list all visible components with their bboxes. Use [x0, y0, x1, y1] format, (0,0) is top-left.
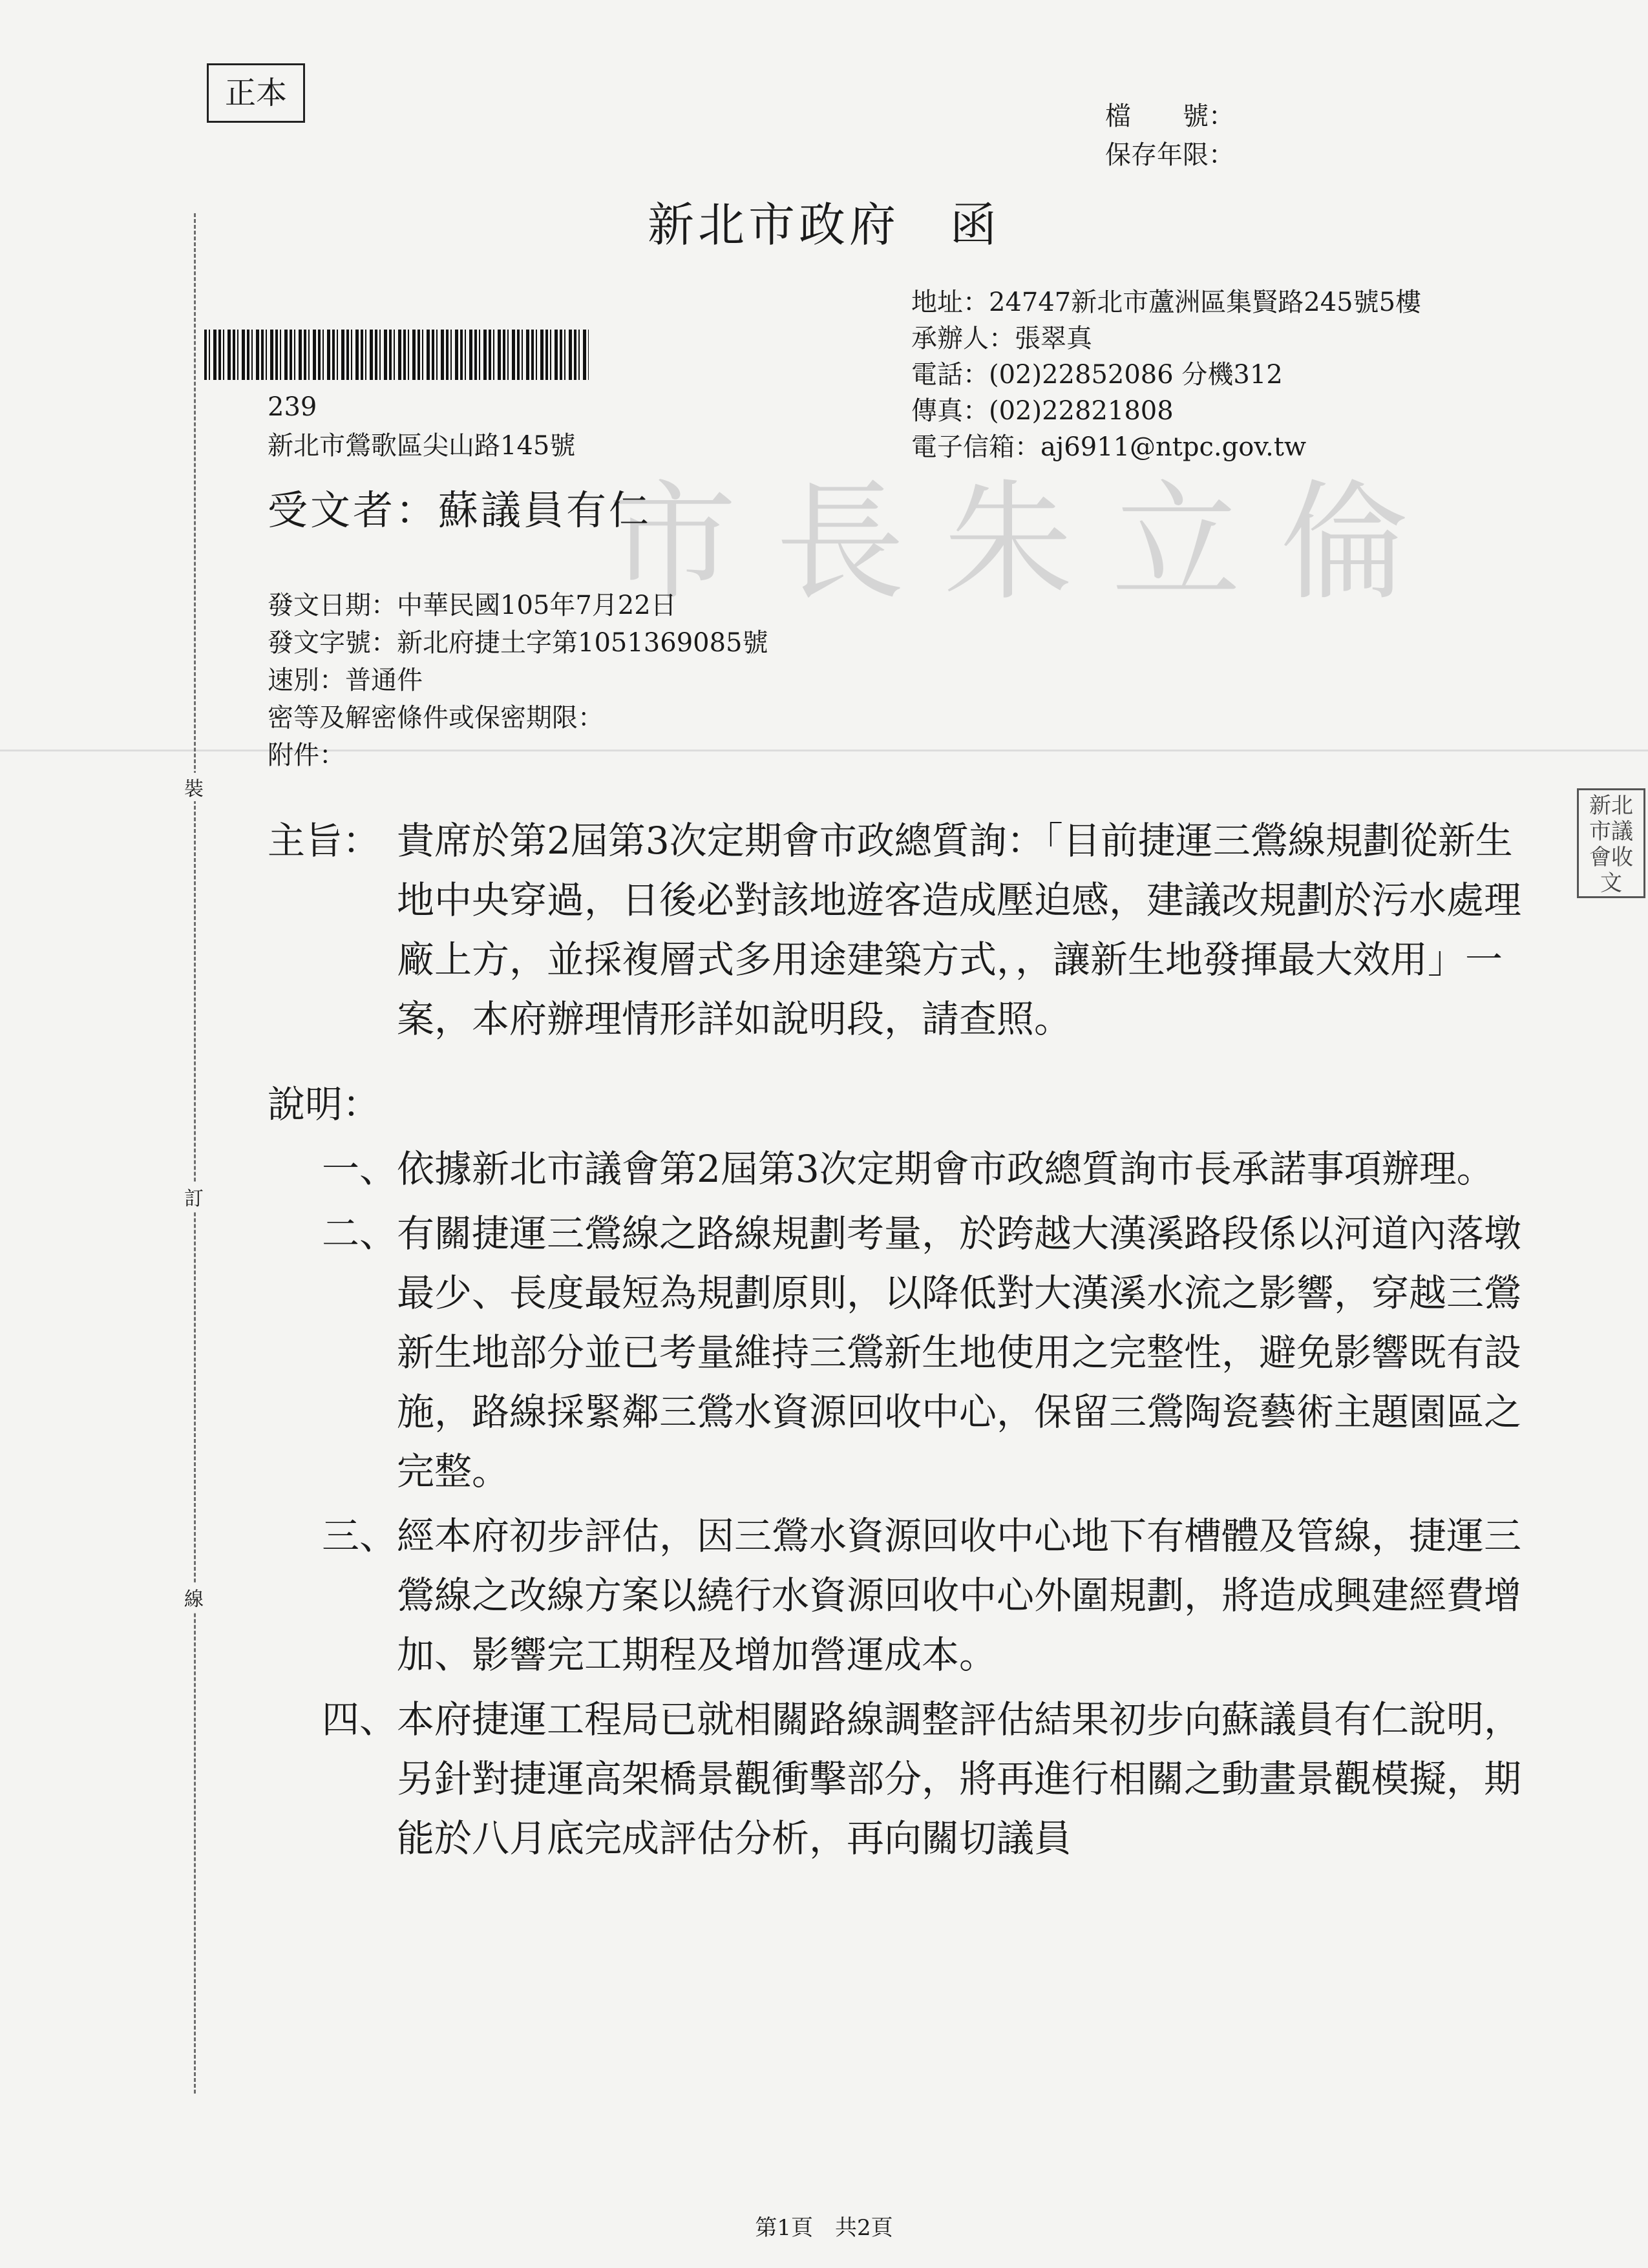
security-level: 密等及解密條件或保密期限：	[268, 703, 604, 733]
attachment: 附件：	[268, 740, 345, 770]
retention-period-label: 保存年限：	[1105, 140, 1234, 170]
explanation-item	[268, 1139, 1521, 1199]
subject-label: 主旨：	[268, 819, 381, 863]
contact-block	[911, 284, 1421, 465]
page-footer: 第1頁 共2頁	[755, 2215, 893, 2241]
item-text: 經本府初步評估，因三鶯水資源回收中心地下有槽體及管線，捷運三鶯線之改線方案以繞行水資源回收中心外圍規劃，將造成興建經費增加、影響完工期程及增加營運成本。	[397, 1514, 1522, 1677]
issue-date: 發文日期：中華民國105年7月22日	[268, 591, 677, 620]
document-meta	[268, 587, 768, 774]
item-number: 一、	[321, 1147, 397, 1191]
subject-text: 貴席於第2屆第3次定期會市政總質詢：「目前捷運三鶯線規劃從新生地中央穿過，日後必對該地遊客造成壓迫感，建議改規劃於污水處理廠上方，並採複層式多用途建築方式，，讓新生地發揮最大效用」一案，本府辦理情形詳如說明段，請查照。	[397, 819, 1522, 1041]
item-number: 三、	[321, 1514, 397, 1558]
contact-handler: 承辦人：張翠真	[911, 324, 1092, 353]
item-number: 二、	[321, 1212, 397, 1255]
binding-line	[194, 213, 196, 2094]
binding-mark-ding: 訂	[182, 1182, 206, 1211]
recipient-address-block	[268, 388, 575, 465]
contact-phone: 電話：(02)22852086 分機312	[911, 360, 1283, 390]
file-number-label: 檔 號：	[1105, 101, 1234, 131]
mayor-seal: 市長朱立倫	[607, 468, 1448, 618]
binding-mark-zhuang: 裝	[182, 773, 206, 801]
fold-line	[0, 750, 1648, 751]
explanation-label: 說明：	[268, 1082, 381, 1126]
explanation-item	[268, 1506, 1521, 1685]
original-copy-stamp: 正本	[207, 63, 305, 123]
item-text: 本府捷運工程局已就相關路線調整評估結果初步向蘇議員有仁說明，另針對捷運高架橋景觀衝擊部分，將再進行相關之動畫景觀模擬，期能於八月底完成評估分析，再向關切議員	[397, 1697, 1522, 1860]
recipient-address: 新北市鶯歌區尖山路145號	[268, 431, 576, 461]
council-receipt-stamp: 新北市議會收文	[1577, 788, 1645, 898]
explanation-item	[268, 1690, 1521, 1868]
binding-mark-xian: 線	[182, 1583, 206, 1612]
delivery-speed: 速別：普通件	[268, 666, 423, 695]
contact-fax: 傳真：(02)22821808	[911, 396, 1174, 426]
recipient-postal-code: 239	[268, 392, 317, 422]
recipient: 受文者：蘇議員有仁	[268, 487, 652, 534]
document-body	[268, 811, 1521, 1868]
item-text: 有關捷運三鶯線之路線規劃考量，於跨越大漢溪路段係以河道內落墩最少、長度最短為規劃原則，以降低對大漢溪水流之影響，穿越三鶯新生地部分並已考量維持三鶯新生地使用之完整性，避免影響既有設施，路線採緊鄰三鶯水資源回收中心，保留三鶯陶瓷藝術主題園區之完整。	[397, 1212, 1522, 1493]
document-number: 發文字號：新北府捷土字第1051369085號	[268, 628, 768, 658]
explanation-item	[268, 1204, 1521, 1501]
document-title: 新北市政府 函	[647, 198, 1000, 252]
barcode	[204, 330, 589, 380]
contact-email: 電子信箱：aj6911@ntpc.gov.tw	[911, 432, 1307, 462]
file-info	[1105, 97, 1234, 174]
item-number: 四、	[321, 1697, 397, 1741]
contact-address: 地址：24747新北市蘆洲區集賢路245號5樓	[911, 288, 1422, 317]
item-text: 依據新北市議會第2屆第3次定期會市政總質詢市長承諾事項辦理。	[397, 1147, 1494, 1191]
subject	[268, 811, 1521, 1049]
